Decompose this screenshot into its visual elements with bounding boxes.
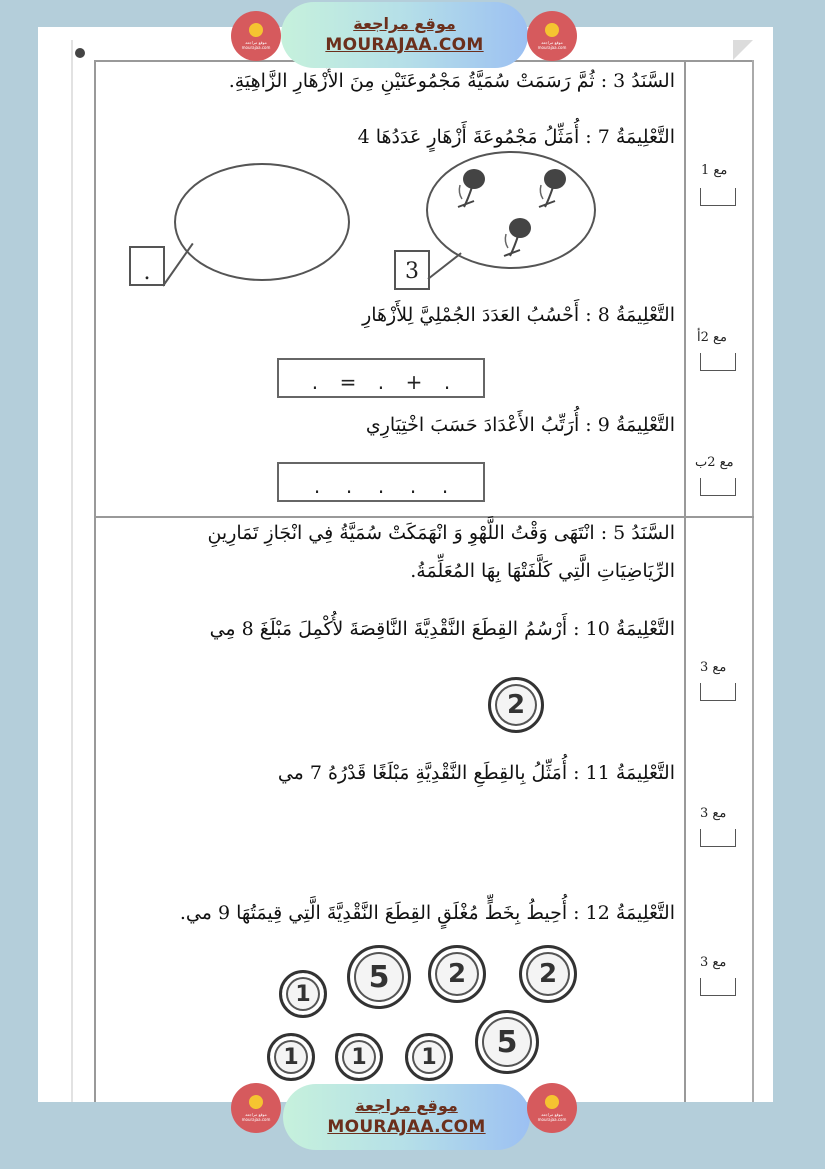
- site-badge-left-top[interactable]: موقع مراجعة mourajaa.com: [231, 11, 281, 61]
- task12-score-box[interactable]: [700, 978, 736, 996]
- task7-score-label: مع 1: [701, 163, 728, 178]
- section3-prompt: السَّنَدُ 3 : ثُمَّ رَسَمَتْ سُمَيَّةُ مَجْمُوعَتَيْنِ مِنَ الأَزْهَارِ الزَّاهِيَةِ.: [228, 70, 675, 92]
- answer-blank: .: [377, 370, 385, 394]
- right-group-count-box: 3: [394, 250, 430, 290]
- coin-1[interactable]: 1: [335, 1033, 383, 1081]
- site-banner-bottom[interactable]: [283, 1084, 530, 1150]
- task10-score-box[interactable]: [700, 683, 736, 701]
- task9-score-box[interactable]: [700, 478, 736, 496]
- section5-prompt-line2: الرِّيَاضِيَاتِ الَّتِي كَلَّفَتْهَا بِهَا المُعَلِّمَةُ.: [410, 560, 675, 582]
- answer-blank: .: [441, 474, 449, 498]
- frame-right-border: [752, 60, 754, 1102]
- site-logo-icon: [249, 1095, 263, 1109]
- coin-5[interactable]: 5: [475, 1010, 539, 1074]
- task9-answer-box[interactable]: [277, 462, 485, 502]
- equals-sign: =: [339, 370, 357, 394]
- site-badge-left-bottom[interactable]: موقع مراجعة mourajaa.com: [231, 1083, 281, 1133]
- task7-text: التَّعْلِيمَةُ 7 : أُمَثِّلُ مَجْمُوعَةَ أَزْهَارٍ عَدَدُهَا 4: [357, 126, 675, 148]
- task7-score-box[interactable]: [700, 188, 736, 206]
- site-badge-right-bottom[interactable]: موقع مراجعة mourajaa.com: [527, 1083, 577, 1133]
- empty-group-ellipse[interactable]: [174, 163, 350, 281]
- site-logo-icon: [545, 23, 559, 37]
- coin-1[interactable]: 1: [279, 970, 327, 1018]
- task8-score-label: مع 2أ: [697, 330, 727, 345]
- site-banner-top[interactable]: [281, 2, 528, 68]
- page-fold-corner-icon: [733, 40, 753, 60]
- task11-score-label: مع 3: [700, 806, 727, 821]
- task11-score-box[interactable]: [700, 829, 736, 847]
- site-logo-icon: [249, 23, 263, 37]
- answer-blank: .: [409, 474, 417, 498]
- task9-text: التَّعْلِيمَةُ 9 : أُرَتِّبُ الأَعْدَادَ حَسَبَ اخْتِيَارِي: [365, 414, 675, 436]
- task10-score-label: مع 3: [700, 660, 727, 675]
- coin-2[interactable]: 2: [519, 945, 577, 1003]
- coin-1[interactable]: 1: [405, 1033, 453, 1081]
- task12-score-label: مع 3: [700, 955, 727, 970]
- coin-1[interactable]: 1: [267, 1033, 315, 1081]
- task8-text: التَّعْلِيمَةُ 8 : أَحْسُبُ العَدَدَ الجُمْلِيَّ لِلأَزْهَارِ: [362, 304, 675, 326]
- flower-icon: [496, 214, 536, 262]
- binder-margin-line: [71, 40, 73, 1102]
- answer-blank: .: [345, 474, 353, 498]
- task8-score-box[interactable]: [700, 353, 736, 371]
- section5-prompt-line1: السَّنَدُ 5 : انْتَهَى وَقْتُ اللَّهْوِ وَ انْهَمَكَتْ سُمَيَّةُ فِي انْجَازِ تَمَارِينِ: [207, 522, 675, 544]
- task9-score-label: مع 2ب: [695, 455, 734, 470]
- site-title-link[interactable]: MOURAJAA.COM: [325, 35, 484, 55]
- task8-answer-box[interactable]: [277, 358, 485, 398]
- task11-text: التَّعْلِيمَةُ 11 : أُمَثِّلُ بِالقِطَعِ النَّقْدِيَّةِ مَبْلَغًا قَدْرُهُ 7 مي: [277, 762, 675, 784]
- site-logo-icon: [545, 1095, 559, 1109]
- task10-text: التَّعْلِيمَةُ 10 : أَرْسُمُ القِطَعَ النَّقْدِيَّةَ النَّاقِصَةَ لأُكْمِلَ مَبْلَغَ 8 مِي: [209, 618, 675, 640]
- site-title-arabic: موقع مراجعة: [353, 14, 456, 33]
- flower-icon: [450, 165, 490, 213]
- coin-2: 2: [488, 677, 544, 733]
- flower-icon: [531, 165, 571, 213]
- site-badge-right-top[interactable]: موقع مراجعة mourajaa.com: [527, 11, 577, 61]
- site-title-link[interactable]: MOURAJAA.COM: [327, 1117, 486, 1137]
- site-title-arabic: موقع مراجعة: [355, 1096, 458, 1115]
- score-column-divider: [684, 60, 686, 1102]
- answer-blank: .: [377, 474, 385, 498]
- answer-blank: .: [311, 370, 319, 394]
- binder-pin-icon: [75, 48, 85, 58]
- answer-blank: .: [443, 370, 451, 394]
- coin-2[interactable]: 2: [428, 945, 486, 1003]
- plus-sign: +: [405, 370, 423, 394]
- left-group-count-box[interactable]: .: [129, 246, 165, 286]
- answer-blank: .: [313, 474, 321, 498]
- task12-text: التَّعْلِيمَةُ 12 : أُحِيطُ بِخَطٍّ مُغْلَقٍ القِطَعَ النَّقْدِيَّةَ الَّتِي قِيمَتُهَا 9 مي.: [179, 902, 675, 924]
- coin-5[interactable]: 5: [347, 945, 411, 1009]
